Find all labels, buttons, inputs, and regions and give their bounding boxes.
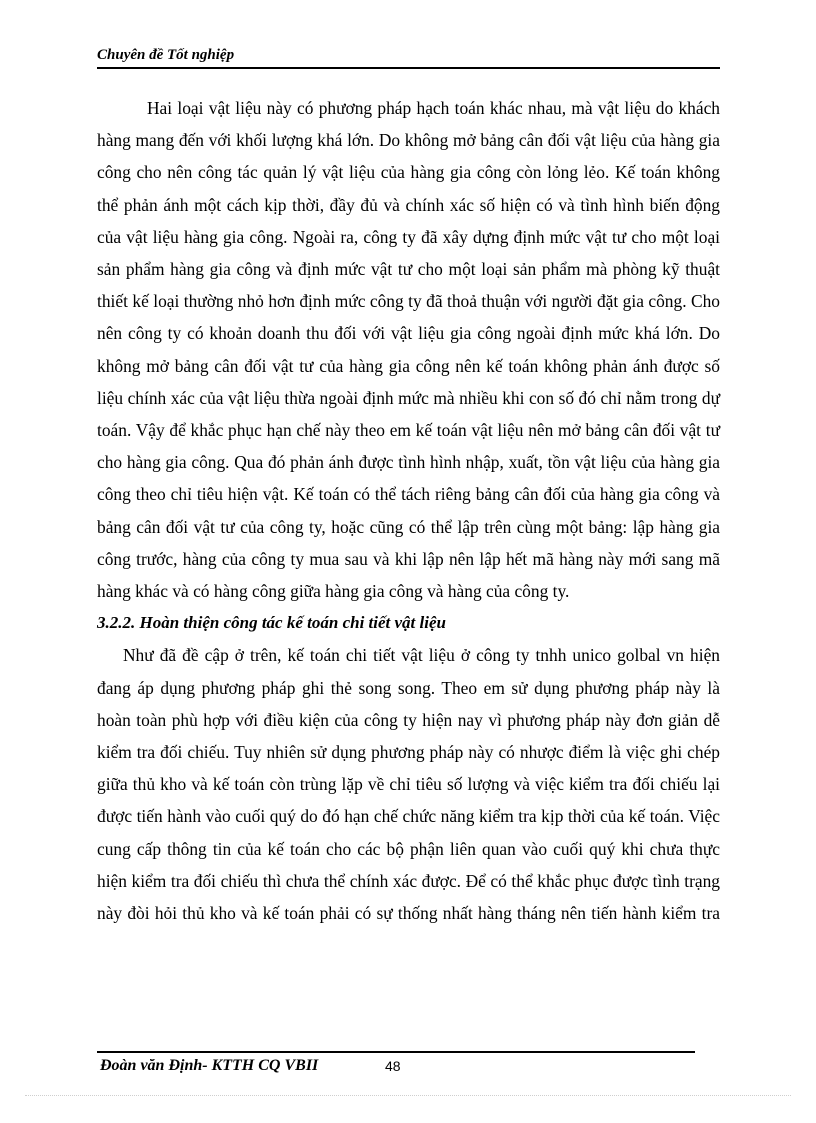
page-edge-divider [25, 1095, 791, 1096]
footer-author: Đoàn văn Định- KTTH CQ VBII [100, 1057, 319, 1074]
page-body [97, 92, 720, 929]
body-paragraph-1: Hai loại vật liệu này có phương pháp hạch toán khác nhau, mà vật liệu do khách hàng mang đến với khối lượng khá lớn. Do không mở bảng cân đối vật liệu của hàng gia công cho nên công tác quản lý vật liệu của hàng gia công còn lỏng lẻo. Kế toán không thể phản ánh một cách kịp thời, đầy đủ và chính xác số hiện có và tình hình biến động của vật liệu hàng gia công. Ngoài ra, công ty đã xây dựng định mức vật tư cho một loại sản phẩm hàng gia công và định mức vật tư cho một loại sản phẩm mà phòng kỹ thuật thiết kế loại thường nhỏ hơn định mức công ty đã thoả thuận với người đặt gia công. Cho nên công ty có khoản doanh thu đối với vật liệu gia công ngoài định mức khá lớn. Do không mở bảng cân đối vật tư của hàng gia công nên kế toán không phản ánh được số liệu chính xác của vật liệu thừa ngoài định mức mà nhiều khi con số đó chỉ nằm trong dự toán. Vậy để khắc phục hạn chế này theo em kế toán vật liệu nên mở bảng cân đối vật tư cho hàng gia công. Qua đó phản ánh được tình hình nhập, xuất, tồn vật liệu của hàng gia công theo chỉ tiêu hiện vật. Kế toán có thể tách riêng bảng cân đối của hàng gia công và bảng cân đối vật tư của công ty, hoặc cũng có thể lập trên cùng một bảng: lập hàng gia công trước, hàng của công ty mua sau và khi lập nên lập hết mã hàng này mới sang mã hàng khác và có hàng công giữa hàng gia công và hàng của công ty. [97, 98, 720, 602]
body-paragraph-2: Như đã đề cập ở trên, kế toán chi tiết vật liệu ở công ty tnhh unico golbal vn hiện đang áp dụng phương pháp ghi thẻ song song. Theo em sử dụng phương pháp này là hoàn toàn phù hợp với điều kiện của công ty hiện nay vì phương pháp này đơn giản dễ kiểm tra đối chiếu. Tuy nhiên sử dụng phương pháp này có nhược điểm là việc ghi chép giữa thủ kho và kế toán còn trùng lặp về chỉ tiêu số lượng và việc kiểm tra đối chiếu lại được tiến hành vào cuối quý do đó hạn chế chức năng kiểm tra kịp thời của kế toán. Việc cung cấp thông tin của kế toán cho các bộ phận liên quan vào cuối quý khi chưa thực hiện kiểm tra đối chiếu thì chưa thể chính xác được. Để có thể khắc phục được tình trạng này đòi hỏi thủ kho và kế toán phải có sự thống nhất hàng tháng nên tiến hành kiểm tra [97, 645, 720, 924]
page-number: 48 [385, 1058, 401, 1074]
page-header [97, 47, 720, 69]
header-title: Chuyên đề Tốt nghiệp [97, 47, 235, 63]
footer-divider [97, 1051, 695, 1053]
section-heading: 3.2.2. Hoàn thiện công tác kế toán chi tiết vật liệu [97, 613, 446, 633]
